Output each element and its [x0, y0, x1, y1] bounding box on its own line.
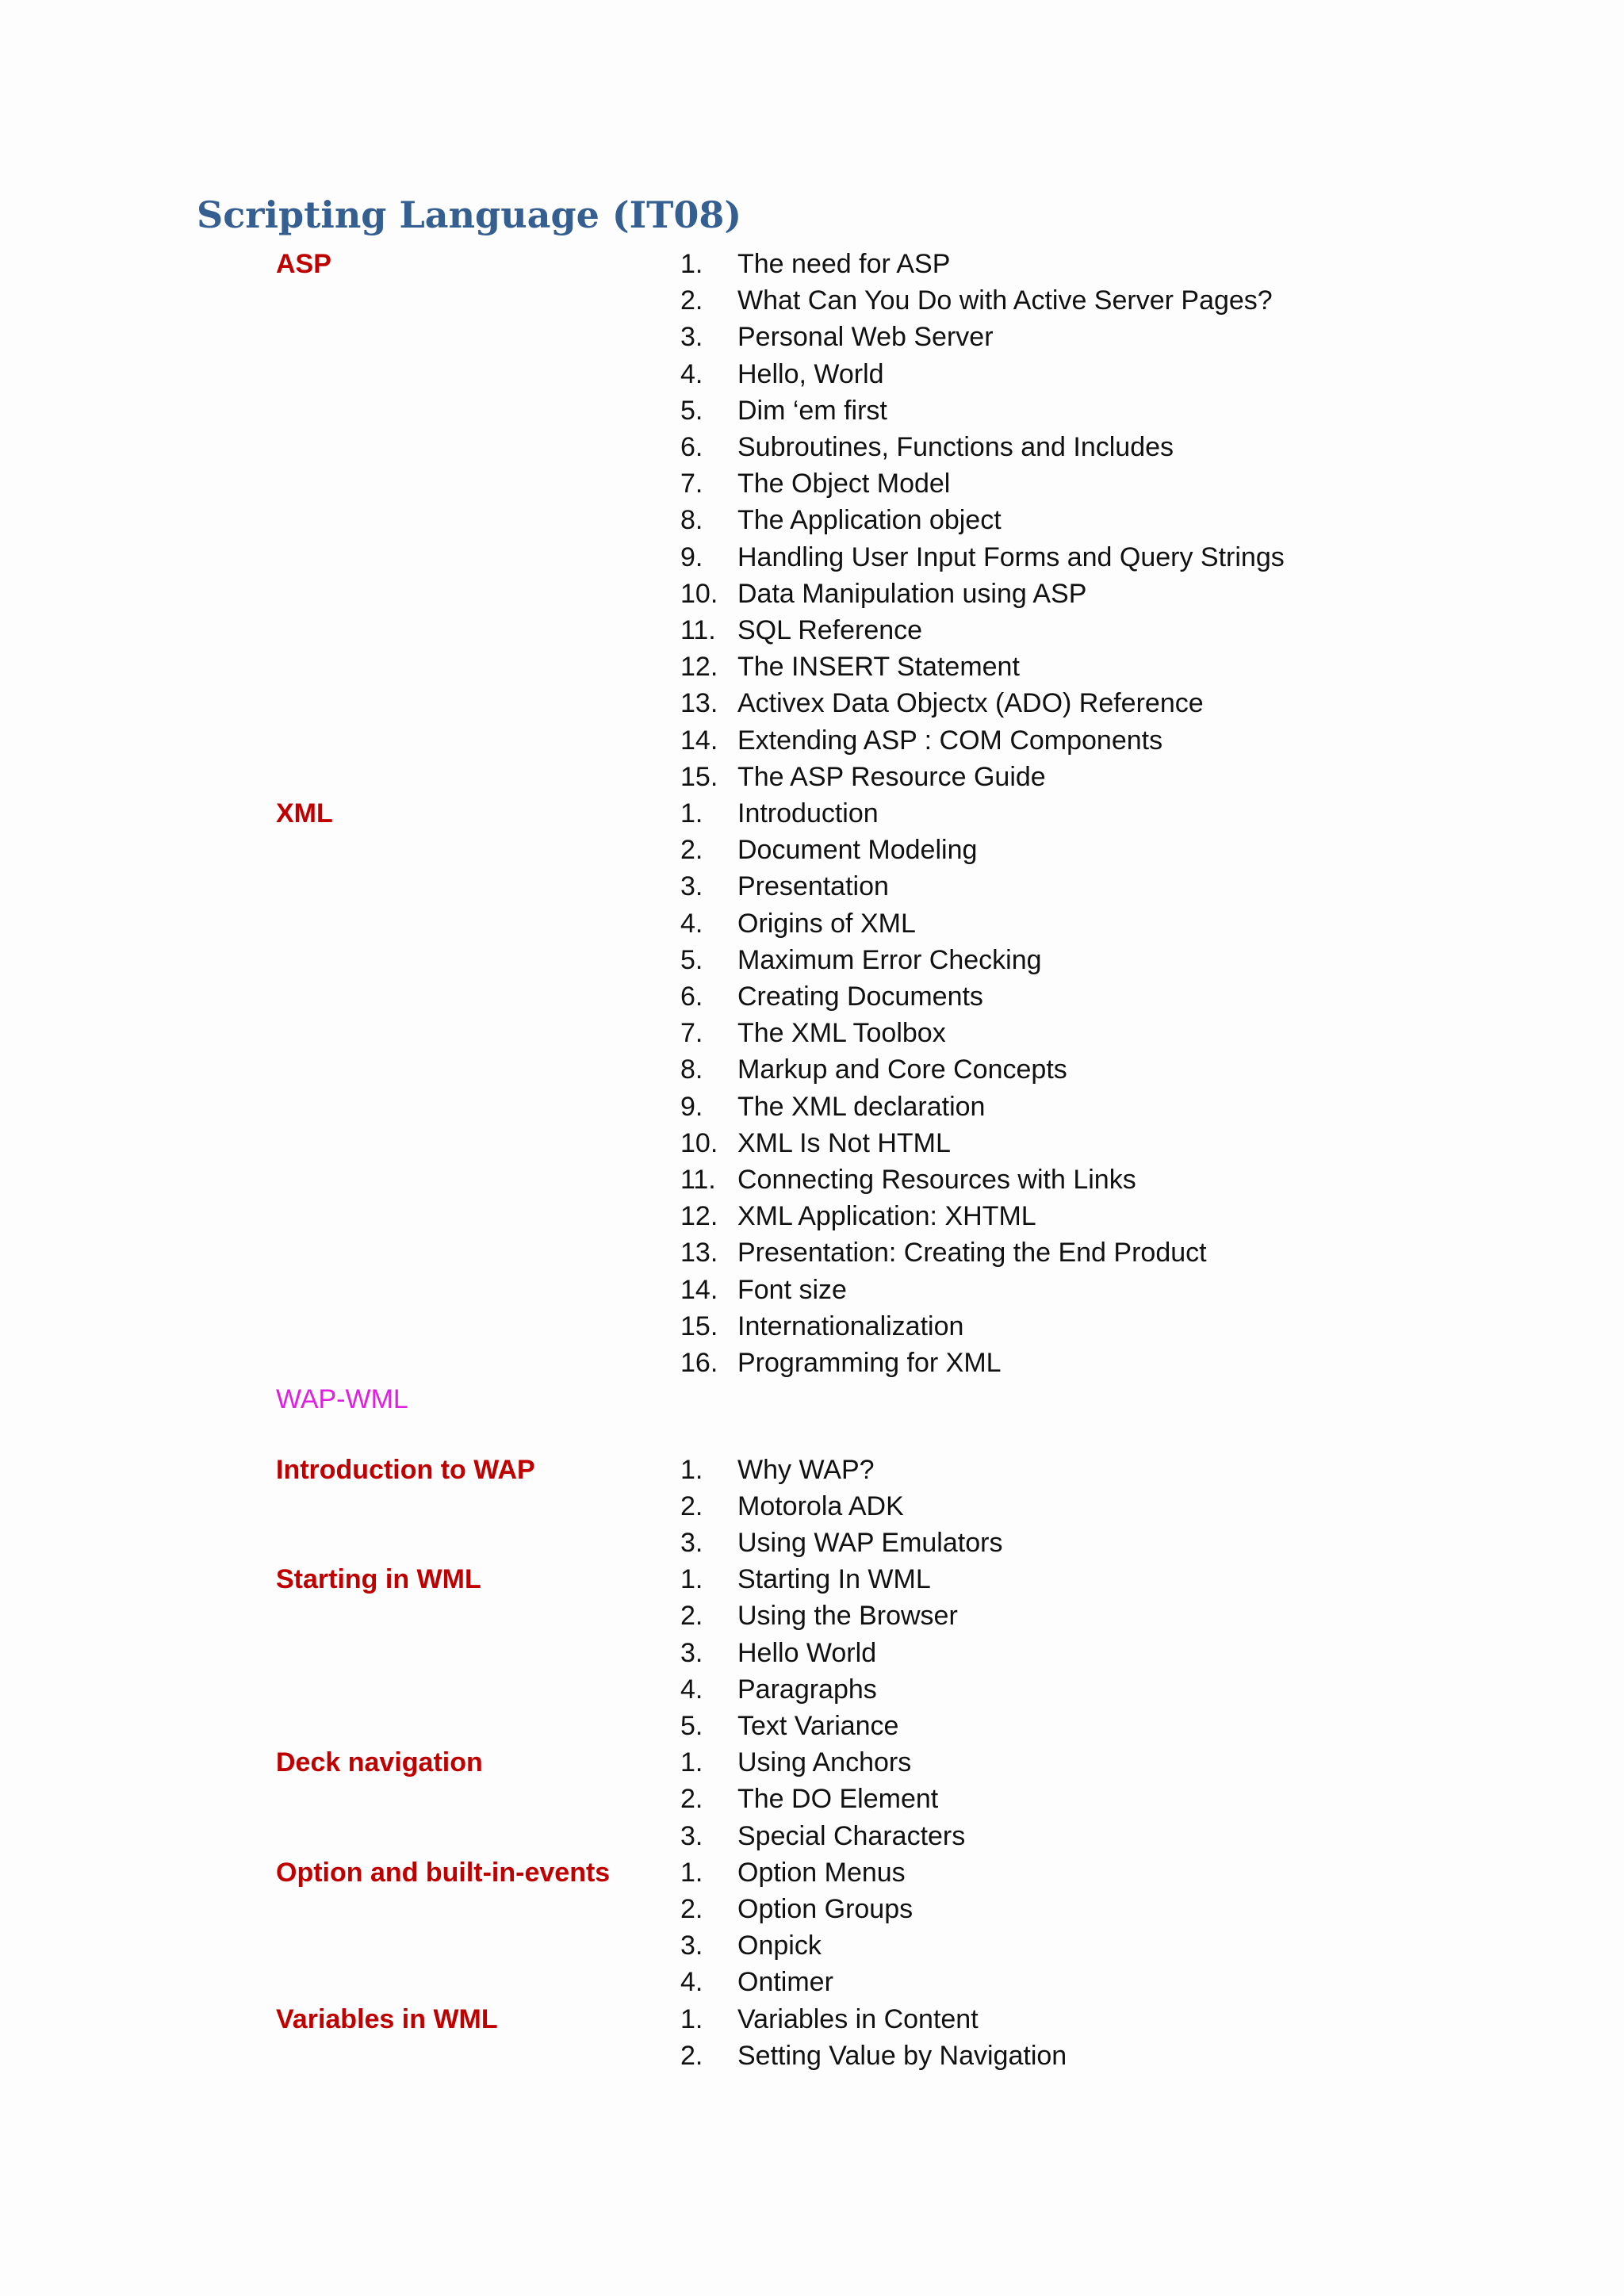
item-text: What Can You Do with Active Server Pages?: [737, 285, 1273, 316]
item-text: Why WAP?: [737, 1454, 875, 1485]
item-number: 1.: [680, 249, 703, 279]
item-number: 6.: [680, 432, 703, 463]
item-number: 7.: [680, 1018, 703, 1049]
list-item: [680, 539, 1386, 576]
item-text: Origins of XML: [737, 908, 916, 939]
list-item: [680, 576, 1386, 612]
syllabus-body: [276, 246, 1386, 2074]
item-number: 1.: [680, 1454, 703, 1485]
item-number: 14.: [680, 1274, 718, 1305]
list-item: [680, 1308, 1386, 1345]
item-text: The DO Element: [737, 1784, 939, 1815]
item-number: 10.: [680, 578, 718, 609]
list-item: [680, 1198, 1386, 1234]
item-number: 13.: [680, 688, 718, 719]
item-number: 5.: [680, 944, 703, 975]
item-number: 2.: [680, 2040, 703, 2071]
item-number: 3.: [680, 1527, 703, 1558]
topic-list: [680, 795, 1386, 1381]
item-text: Maximum Error Checking: [737, 944, 1042, 975]
item-number: 4.: [680, 908, 703, 939]
section-option-and-built-in-events: [276, 1854, 1386, 2001]
list-item: [680, 1635, 1386, 1671]
list-item: [680, 1598, 1386, 1634]
item-text: The XML declaration: [737, 1091, 986, 1122]
list-item: [680, 722, 1386, 759]
list-item: [680, 759, 1386, 795]
item-text: Data Manipulation using ASP: [737, 578, 1087, 609]
section-introduction-to-wap: [276, 1452, 1386, 1562]
section-heading: XML: [276, 798, 333, 829]
item-text: Handling User Input Forms and Query Strings: [737, 541, 1285, 572]
section-heading: WAP-WML: [276, 1384, 408, 1415]
item-text: Using WAP Emulators: [737, 1527, 1003, 1558]
list-item: [680, 465, 1386, 502]
item-text: XML Application: XHTML: [737, 1201, 1036, 1232]
section-starting-in-wml: [276, 1561, 1386, 1744]
section-variables-in-wml: [276, 2001, 1386, 2074]
item-number: 12.: [680, 1201, 718, 1232]
list-item: [680, 1051, 1386, 1088]
list-item: [680, 246, 1386, 282]
list-item: [680, 832, 1386, 868]
item-number: 11.: [680, 615, 716, 646]
item-number: 8.: [680, 1054, 703, 1085]
list-item: [680, 1015, 1386, 1051]
item-number: 9.: [680, 541, 703, 572]
item-number: 8.: [680, 505, 703, 536]
item-number: 16.: [680, 1348, 718, 1379]
item-text: Variables in Content: [737, 2003, 979, 2034]
section-heading: ASP: [276, 249, 331, 279]
item-text: Paragraphs: [737, 1674, 877, 1705]
list-item: [680, 2038, 1386, 2074]
topic-list: [680, 1561, 1386, 1744]
list-item: [680, 1345, 1386, 1381]
list-item: [680, 942, 1386, 978]
list-item: [680, 649, 1386, 685]
item-number: 7.: [680, 469, 703, 499]
item-number: 4.: [680, 1674, 703, 1705]
item-number: 4.: [680, 1967, 703, 1998]
list-item: [680, 905, 1386, 942]
item-text: Hello World: [737, 1637, 877, 1668]
item-text: Motorola ADK: [737, 1490, 904, 1521]
list-item: [680, 1744, 1386, 1781]
section-heading: Introduction to WAP: [276, 1454, 535, 1485]
item-number: 1.: [680, 1857, 703, 1888]
list-item: [680, 1452, 1386, 1488]
item-text: The need for ASP: [737, 249, 951, 279]
item-number: 4.: [680, 358, 703, 389]
item-number: 1.: [680, 1564, 703, 1595]
item-text: Document Modeling: [737, 835, 978, 866]
list-item: [680, 319, 1386, 355]
list-item: [680, 282, 1386, 319]
list-item: [680, 1488, 1386, 1525]
list-item: [680, 1125, 1386, 1161]
item-number: 11.: [680, 1165, 716, 1196]
list-item: [680, 2001, 1386, 2038]
list-item: [680, 1561, 1386, 1598]
item-text: Setting Value by Navigation: [737, 2040, 1067, 2071]
item-text: Dim ‘em first: [737, 395, 887, 426]
item-text: The INSERT Statement: [737, 652, 1020, 683]
item-text: The XML Toolbox: [737, 1018, 946, 1049]
item-text: Special Characters: [737, 1820, 966, 1851]
topic-list: [680, 246, 1386, 795]
topic-list: [680, 2001, 1386, 2074]
item-number: 5.: [680, 395, 703, 426]
item-number: 2.: [680, 1601, 703, 1632]
item-text: Option Groups: [737, 1893, 914, 1924]
item-text: Starting In WML: [737, 1564, 931, 1595]
section-heading: Deck navigation: [276, 1747, 483, 1778]
section-heading: Variables in WML: [276, 2003, 498, 2034]
item-text: Presentation: Creating the End Product: [737, 1238, 1207, 1269]
list-item: [680, 612, 1386, 649]
item-number: 2.: [680, 1490, 703, 1521]
item-text: Font size: [737, 1274, 847, 1305]
section-heading: Option and built-in-events: [276, 1857, 611, 1888]
item-number: 14.: [680, 725, 718, 756]
item-number: 2.: [680, 285, 703, 316]
section-xml: [276, 795, 1386, 1381]
item-text: The Object Model: [737, 469, 951, 499]
list-item: [680, 1671, 1386, 1708]
item-number: 2.: [680, 1784, 703, 1815]
section-wap-wml: [276, 1381, 1386, 1418]
item-number: 1.: [680, 2003, 703, 2034]
item-text: XML Is Not HTML: [737, 1127, 951, 1158]
section-asp: [276, 246, 1386, 795]
item-text: Option Menus: [737, 1857, 906, 1888]
item-number: 12.: [680, 652, 718, 683]
list-item: [680, 429, 1386, 465]
item-number: 15.: [680, 1311, 718, 1341]
item-text: Connecting Resources with Links: [737, 1165, 1136, 1196]
item-text: The Application object: [737, 505, 1002, 536]
list-item: [680, 1781, 1386, 1817]
list-item: [680, 1234, 1386, 1271]
topic-list: [680, 1854, 1386, 2001]
item-text: Creating Documents: [737, 982, 983, 1012]
item-number: 2.: [680, 1893, 703, 1924]
item-number: 5.: [680, 1710, 703, 1741]
item-text: Hello, World: [737, 358, 884, 389]
list-item: [680, 978, 1386, 1015]
item-number: 3.: [680, 871, 703, 902]
list-item: [680, 356, 1386, 392]
topic-list: [680, 1452, 1386, 1562]
list-item: [680, 1891, 1386, 1927]
page-title: Scripting Language (IT08): [197, 193, 742, 236]
item-text: The ASP Resource Guide: [737, 761, 1046, 792]
list-item: [680, 392, 1386, 429]
list-item: [680, 1161, 1386, 1198]
item-text: Subroutines, Functions and Includes: [737, 432, 1174, 463]
item-text: Ontimer: [737, 1967, 833, 1998]
list-item: [680, 502, 1386, 538]
item-text: Personal Web Server: [737, 322, 994, 353]
list-item: [680, 1964, 1386, 2000]
item-text: Markup and Core Concepts: [737, 1054, 1067, 1085]
list-item: [680, 1272, 1386, 1308]
item-number: 1.: [680, 798, 703, 829]
list-item: [680, 1927, 1386, 1964]
list-item: [680, 685, 1386, 721]
list-item: [680, 1818, 1386, 1854]
list-item: [680, 1708, 1386, 1744]
item-text: Programming for XML: [737, 1348, 1002, 1379]
item-number: 3.: [680, 1820, 703, 1851]
section-deck-navigation: [276, 1744, 1386, 1854]
topic-list: [680, 1744, 1386, 1854]
item-text: Using the Browser: [737, 1601, 958, 1632]
item-text: Presentation: [737, 871, 889, 902]
item-text: Internationalization: [737, 1311, 964, 1341]
item-text: Using Anchors: [737, 1747, 912, 1778]
item-number: 6.: [680, 982, 703, 1012]
item-text: Introduction: [737, 798, 879, 829]
item-number: 2.: [680, 835, 703, 866]
item-number: 9.: [680, 1091, 703, 1122]
list-item: [680, 795, 1386, 832]
section-gap: [276, 1418, 1386, 1452]
item-number: 3.: [680, 322, 703, 353]
list-item: [680, 1525, 1386, 1561]
item-number: 15.: [680, 761, 718, 792]
item-text: SQL Reference: [737, 615, 923, 646]
item-text: Text Variance: [737, 1710, 899, 1741]
item-number: 3.: [680, 1931, 703, 1961]
section-heading: Starting in WML: [276, 1564, 481, 1595]
item-text: Onpick: [737, 1931, 822, 1961]
list-item: [680, 1089, 1386, 1125]
item-text: Extending ASP : COM Components: [737, 725, 1163, 756]
item-number: 13.: [680, 1238, 718, 1269]
item-number: 1.: [680, 1747, 703, 1778]
item-number: 10.: [680, 1127, 718, 1158]
item-text: Activex Data Objectx (ADO) Reference: [737, 688, 1204, 719]
list-item: [680, 1854, 1386, 1891]
item-number: 3.: [680, 1637, 703, 1668]
list-item: [680, 868, 1386, 905]
